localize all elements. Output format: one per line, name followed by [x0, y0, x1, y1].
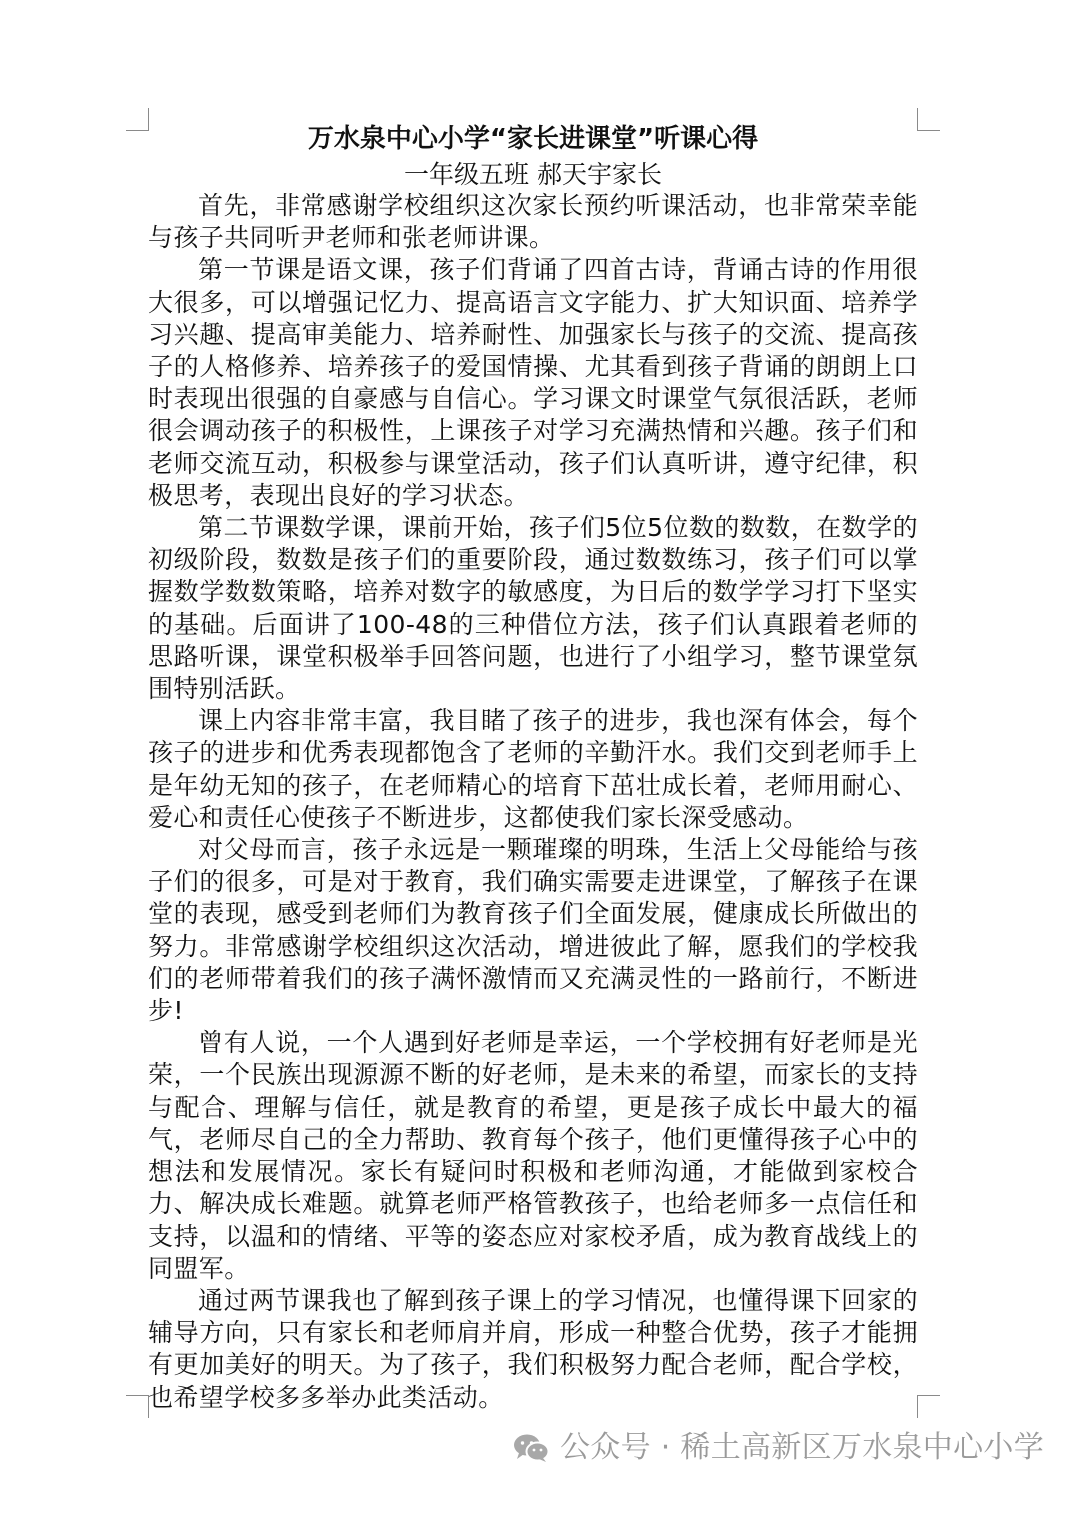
- document-title: 万水泉中心小学“家长进课堂”听课心得: [307, 124, 759, 154]
- paragraph-intro: 首先，非常感谢学校组织这次家长预约听课活动，也非常荣幸能与孩子共同听尹老师和张老师讲课。: [148, 191, 918, 253]
- paragraph-good-teacher: 曾有人说，一个人遇到好老师是幸运，一个学校拥有好老师是光荣，一个民族出现源源不断的好老师，是未来的希望，而家长的支持与配合、理解与信任，就是教育的希望，更是孩子成长中最大的福气，老师尽自己的全力帮助、教育每个孩子，他们更懂得孩子心中的想法和发展情况。家长有疑问时积极和老师沟通，才能做到家校合力、解决成长难题。就算老师严格管教孩子，也给老师多一点信任和支持，以温和的情绪、平等的姿态应对家校矛盾，成为教育战线上的同盟军。: [148, 1028, 918, 1283]
- page-corner-mark-top-left: [126, 108, 149, 131]
- wechat-icon: [512, 1433, 550, 1463]
- page-corner-mark-top-right: [917, 108, 940, 131]
- paragraph-math-class: 第二节课数学课，课前开始，孩子们5位5位数的数数，在数学的初级阶段，数数是孩子们的重要阶段，通过数数练习，孩子们可以掌握数学数数策略，培养对数字的敏感度，为日后的数学学习打下坚实的基础。后面讲了100-48的三种借位方法，孩子们认真跟着老师的思路听课，课堂积极举手回答问题，也进行了小组学习，整节课堂氛围特别活跃。: [148, 513, 918, 704]
- document-subtitle: 一年级五班 郝天宇家长: [404, 160, 662, 189]
- page-corner-mark-bottom-left: [126, 1395, 149, 1418]
- paragraph-progress: 课上内容非常丰富，我目睹了孩子的进步，我也深有体会，每个孩子的进步和优秀表现都饱含了老师的辛勤汗水。我们交到老师手上是年幼无知的孩子，在老师精心的培育下茁壮成长着，老师用耐心、爱心和责任心使孩子不断进步，这都使我们家长深受感动。: [148, 706, 918, 832]
- paragraph-chinese-class: 第一节课是语文课，孩子们背诵了四首古诗，背诵古诗的作用很大很多，可以增强记忆力、提高语言文字能力、扩大知识面、培养学习兴趣、提高审美能力、培养耐性、加强家长与孩子的交流、提高孩子的人格修养、培养孩子的爱国情操、尤其看到孩子背诵的朗朗上口时表现出很强的自豪感与自信心。学习课文时课堂气氛很活跃，老师很会调动孩子的积极性，上课孩子对学习充满热情和兴趣。孩子们和老师交流互动，积极参与课堂活动，孩子们认真听讲，遵守纪律，积极思考，表现出良好的学习状态。: [148, 255, 918, 510]
- paragraph-parents: 对父母而言，孩子永远是一颗璀璨的明珠，生活上父母能给与孩子们的很多，可是对于教育，我们确实需要走进课堂，了解孩子在课堂的表现，感受到老师们为教育孩子们全面发展，健康成长所做出的努力。非常感谢学校组织这次活动，增进彼此了解，愿我们的学校我们的老师带着我们的孩子满怀激情而又充满灵性的一路前行，不断进步!: [148, 835, 918, 1026]
- watermark: [512, 1428, 1044, 1468]
- document-page: [148, 118, 918, 1414]
- page-corner-mark-bottom-right: [917, 1395, 940, 1418]
- watermark-text: 公众号 · 稀土高新区万水泉中心小学: [559, 1430, 1044, 1465]
- paragraph-conclusion: 通过两节课我也了解到孩子课上的学习情况，也懂得课下回家的辅导方向，只有家长和老师肩并肩，形成一种整合优势，孩子才能拥有更加美好的明天。为了孩子，我们积极努力配合老师，配合学校，也希望学校多多举办此类活动。: [148, 1285, 918, 1412]
